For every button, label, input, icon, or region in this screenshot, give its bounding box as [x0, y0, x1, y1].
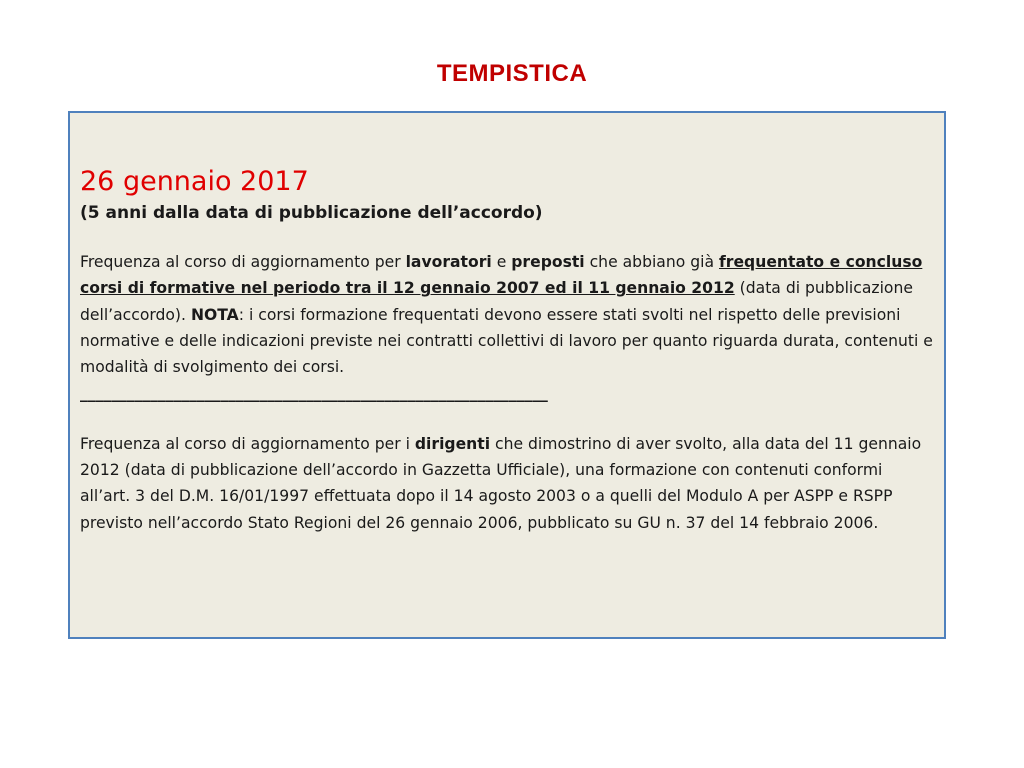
paragraph-managers: [80, 431, 936, 536]
content-body: [80, 165, 936, 536]
p1-text-5: : i corsi formazione frequentati devono essere stati svolti nel rispetto delle previsioni normative e delle indicazioni previste nei contratti collettivi di lavoro per quanto riguarda durata, contenuti e modalità di svolgimento dei corsi.: [80, 305, 933, 377]
deadline-subtitle: (5 anni dalla data di pubblicazione dell’accordo): [80, 203, 543, 223]
p1-text-1: Frequenza al corso di aggiornamento per: [80, 253, 406, 271]
p1-bold-supervisors: preposti: [511, 253, 585, 271]
p1-text-2: e: [491, 253, 512, 271]
p1-bold-workers: lavoratori: [405, 253, 492, 271]
content-box: [68, 111, 946, 639]
deadline-date: 26 gennaio 2017: [80, 166, 309, 197]
p2-bold-managers: dirigenti: [414, 434, 491, 453]
p1-text-3: che abbiano già: [584, 253, 719, 271]
slide-title: TEMPISTICA: [436, 60, 588, 87]
p1-text-4: (data di pubblicazione dell’accordo).: [80, 279, 913, 324]
separator-line: ____________________________________________________________: [80, 384, 548, 403]
p1-underlined-period: frequentato e concluso corsi di formative nel periodo tra il 12 gennaio 2007 ed il 11 gennaio 2012: [80, 253, 923, 298]
paragraph-workers: [80, 249, 936, 380]
p1-bold-note: NOTA: [190, 305, 239, 324]
p2-text-1: Frequenza al corso di aggiornamento per i: [80, 434, 415, 453]
p2-text-2: che dimostrino di aver svolto, alla data del 11 gennaio 2012 (data di pubblicazione dell’accordo in Gazzetta Ufficiale), una formazione con contenuti conformi all’art. 3 del D.M. 16/01/1997 effettuata dopo il 14 agosto 2003 o a quelli del Modulo A per ASPP e RSPP previsto nell’accordo Stato Regioni del 26 gennaio 2006, pubblicato su GU n. 37 del 14 febbraio 2006.: [80, 434, 922, 532]
